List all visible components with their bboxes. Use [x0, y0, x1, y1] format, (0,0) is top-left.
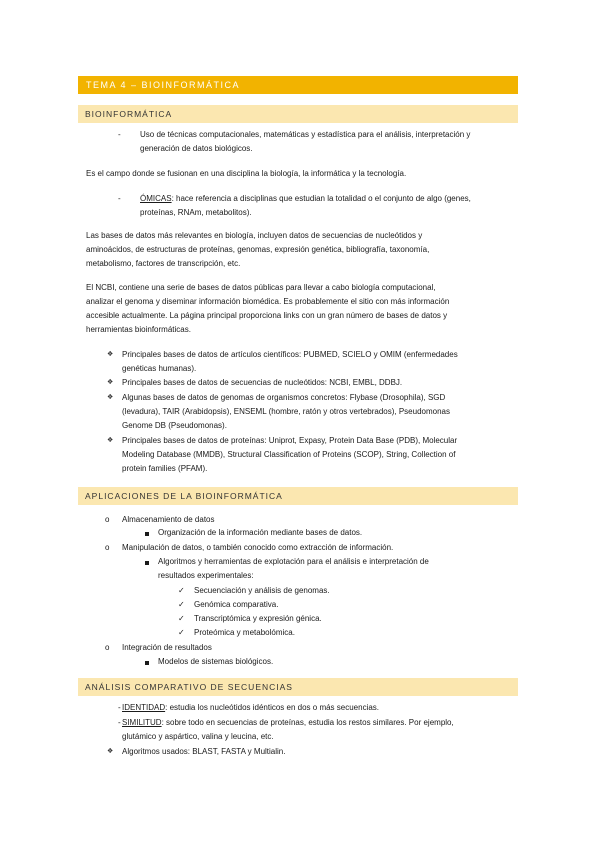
check-item-proteomics: Proteómica y metabolómica. — [194, 628, 295, 637]
check-icon: ✓ — [178, 628, 185, 637]
omicas-definition: : hace referencia a disciplinas que estudian la totalidad o el conjunto de algo (genes, — [171, 194, 471, 203]
section-heading-aplicaciones: APLICACIONES DE LA BIOINFORMÁTICA — [78, 487, 518, 505]
diamond-bullet-icon: ❖ — [107, 748, 114, 755]
diamond-bullet-icon: ❖ — [107, 394, 114, 401]
paragraph-ncbi-2: analizar el genoma y diseminar información biomédica. Es probablemente el sitio con más información — [86, 297, 450, 306]
omicas-line-2: proteínas, RNAm, metabolitos). — [140, 208, 252, 217]
diamond-bullet-icon: ❖ — [107, 437, 114, 444]
app-manipulation-detail-2: resultados experimentales: — [158, 571, 254, 580]
diamond-bullet-icon: ❖ — [107, 379, 114, 386]
check-item-genomes: Secuenciación y análisis de genomas. — [194, 586, 330, 595]
app-integration: Integración de resultados — [122, 643, 212, 652]
section-heading-analisis: ANÁLISIS COMPARATIVO DE SECUENCIAS — [78, 678, 518, 696]
app-storage-detail: Organización de la información mediante bases de datos. — [158, 528, 363, 537]
check-item-transcriptomics: Transcriptómica y expresión génica. — [194, 614, 322, 623]
nucleotide-db-line: Principales bases de datos de secuencias de nucleótidos: NCBI, EMBL, DDBJ. — [122, 378, 403, 387]
dash-bullet: - — [118, 130, 121, 139]
omicas-line-1 — [140, 192, 471, 206]
identity-line — [122, 701, 379, 715]
omicas-term: ÓMICAS — [140, 194, 172, 203]
definition-line-1: Uso de técnicas computacionales, matemáticas y estadística para el análisis, interpretación y — [140, 130, 471, 139]
app-storage: Almacenamiento de datos — [122, 515, 215, 524]
protein-db-line-3: protein families (PFAM). — [122, 464, 208, 473]
dash-bullet: - — [118, 194, 121, 203]
protein-db-line-1: Principales bases de datos de proteínas: Uniprot, Expasy, Protein Data Base (PDB), Molecular — [122, 436, 458, 445]
similarity-line-2: glutámico y aspártico, valina y leucina, etc. — [122, 732, 274, 741]
paragraph-databases-2: aminoácidos, de estructuras de proteínas, genomas, expresión genética, bibliografía, taxonomía, — [86, 245, 430, 254]
genome-db-line-3: Genome DB (Pseudomonas). — [122, 421, 227, 430]
dash-bullet: - — [118, 718, 121, 727]
circle-bullet: o — [105, 543, 110, 552]
paragraph-ncbi-1: El NCBI, contiene una serie de bases de datos públicas para llevar a cabo biología computacional, — [86, 283, 436, 292]
app-integration-detail: Modelos de sistemas biológicos. — [158, 657, 274, 666]
protein-db-line-2: Modeling Database (MMDB), Structural Classification of Proteins (SCOP), String, Collection of — [122, 450, 456, 459]
paragraph-fusion: Es el campo donde se fusionan en una disciplina la biología, la informática y la tecnología. — [86, 169, 407, 178]
articles-db-line-2: genéticas humanas). — [122, 364, 197, 373]
check-item-comparative: Genómica comparativa. — [194, 600, 279, 609]
circle-bullet: o — [105, 643, 110, 652]
paragraph-ncbi-3: accesible actualmente. La página principal proporciona links con un gran número de bases de datos y — [86, 311, 448, 320]
paragraph-databases-1: Las bases de datos más relevantes en biología, incluyen datos de secuencias de nucleótidos y — [86, 231, 423, 240]
square-bullet — [145, 661, 149, 665]
app-manipulation: Manipulación de datos, o también conocido como extracción de información. — [122, 543, 394, 552]
paragraph-databases-3: metabolismo, factores de transcripción, etc. — [86, 259, 241, 268]
similarity-definition: : sobre todo en secuencias de proteínas, estudia los restos similares. Por ejemplo, — [161, 718, 454, 727]
articles-db-line-1: Principales bases de datos de artículos científicos: PUBMED, SCIELO y OMIM (enfermedades — [122, 350, 458, 359]
circle-bullet: o — [105, 515, 110, 524]
genome-db-line-2: (levadura), TAIR (Arabidopsis), ENSEML (hombre, ratón y otros vertebrados), Pseudomonas — [122, 407, 450, 416]
square-bullet — [145, 532, 149, 536]
chapter-title-bar: TEMA 4 – BIOINFORMÁTICA — [78, 76, 518, 94]
app-manipulation-detail-1: Algoritmos y herramientas de explotación para el análisis e interpretación de — [158, 557, 429, 566]
paragraph-ncbi-4: herramientas bioinformáticas. — [86, 325, 191, 334]
check-icon: ✓ — [178, 600, 185, 609]
diamond-bullet-icon: ❖ — [107, 351, 114, 358]
identity-definition: : estudia los nucleótidos idénticos en dos o más secuencias. — [165, 703, 380, 712]
check-icon: ✓ — [178, 614, 185, 623]
square-bullet — [145, 561, 149, 565]
similarity-line-1 — [122, 716, 454, 730]
dash-bullet: - — [118, 703, 121, 712]
check-icon: ✓ — [178, 586, 185, 595]
algorithms-line: Algoritmos usados: BLAST, FASTA y Multialin. — [122, 747, 286, 756]
identity-term: IDENTIDAD — [122, 703, 166, 712]
similarity-term: SIMILITUD — [122, 718, 162, 727]
section-heading-bioinformatica: BIOINFORMÁTICA — [78, 105, 518, 123]
genome-db-line-1: Algunas bases de datos de genomas de organismos concretos: Flybase (Drosophila), SGD — [122, 393, 446, 402]
definition-line-2: generación de datos biológicos. — [140, 144, 253, 153]
